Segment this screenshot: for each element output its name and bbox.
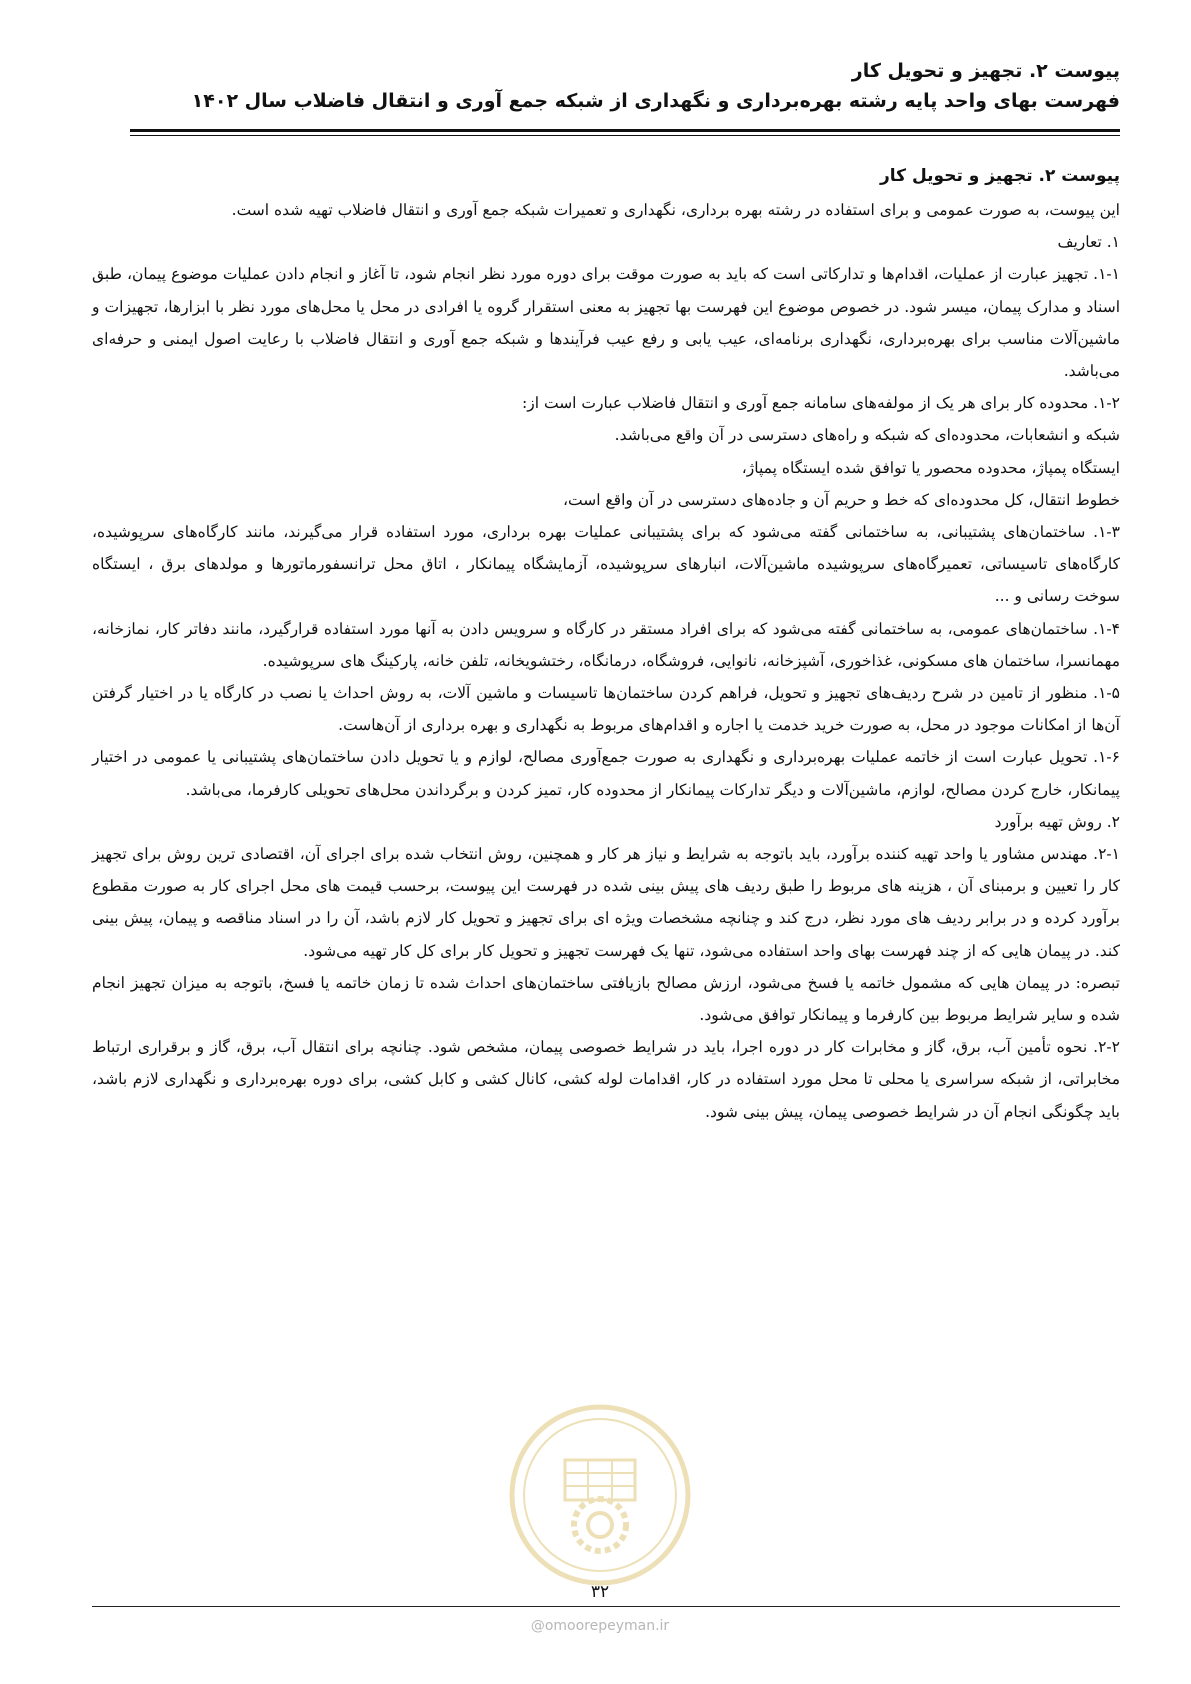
paragraph-2-1: ۲-۱. مهندس مشاور یا واحد تهیه کننده برآورد، باید باتوجه به شرایط و نیاز هر کار و همچنین، روش انتخاب شده برای اجرای آن، اقتصادی ترین روش برای تجهیز کار را تعیین و برمبنای آن ، هزینه های مربوط را طبق ردیف های پیش بینی شده در فهرست این پیوست، برحسب قیمت های محل اجرای کار به صورت مقطوع برآورد کرده و در برابر ردیف های مورد نظر، درج کند و چنانچه مشخصات ویژه ای برای تجهیز و تحویل کار لازم باشد، آن را در اسناد مناقصه و پیمان، پیش بینی کند. در پیمان هایی که از چند فهرست بهای واحد استفاده می‌شود، تنها یک فهرست تجهیز و تحویل کار برای کل کار تهیه می‌شود.	[92, 845, 1120, 960]
paragraph-1-6: ۱-۶. تحویل عبارت است از خاتمه عملیات بهره‌برداری و نگهداری به صورت جمع‌آوری مصالح، لوازم و یا تحویل دادن ساختمان‌های پشتیبانی یا عمومی در اختیار پیمانکار، خارج کردن مصالح، لوازم، ماشین‌آلات و دیگر تدارکات پیمانکار از محدوده کار، تمیز کردن و برگرداندن محل‌های تحویلی کارفرما، می‌باشد.	[92, 748, 1120, 799]
definitions-heading: ۱. تعاریف	[1057, 233, 1120, 252]
note-paragraph: تبصره: در پیمان هایی که مشمول خاتمه یا فسخ می‌شود، ارزش مصالح بازیافتی ساختمان‌های احداث شده تا زمان خاتمه یا فسخ، باتوجه به میزان تجهیز انجام شده و سایر شرایط مربوط بین کارفرما و پیمانکار توافق می‌شود.	[92, 973, 1120, 1025]
paragraph-1-5: ۱-۵. منظور از تامین در شرح ردیف‌های تجهیز و تحویل، فراهم کردن ساختمان‌ها تاسیسات و ماشین آلات، به روش احداث یا نصب در کارگاه یا در اختیار گرفتن آن‌ها از امکانات موجود در محل، به صورت خرید خدمت یا اجاره و اقدام‌های مربوط به نگهداری و بهره برداری از آن‌هاست.	[92, 684, 1120, 735]
footer-divider	[92, 1606, 1120, 1607]
paragraph-1-2-pump-station: ایستگاه پمپاژ، محدوده محصور یا توافق شده ایستگاه پمپاژ،	[741, 458, 1120, 477]
main-content	[92, 158, 1120, 1128]
section-title: پیوست ۲. تجهیز و تحویل کار	[880, 166, 1120, 186]
intro-paragraph: این پیوست، به صورت عمومی و برای استفاده در رشته بهره برداری، نگهداری و تعمیرات شبکه جمع آوری و انتقال فاضلاب تهیه شده است.	[231, 201, 1120, 219]
header-divider-thick	[130, 129, 1120, 132]
estimation-method-heading: ۲. روش تهیه برآورد	[994, 812, 1120, 831]
header-document-title: فهرست بهای واحد پایه رشته بهره‌برداری و نگهداری از شبکه جمع آوری و انتقال فاضلاب سال ۱۴۰۲	[191, 90, 1120, 112]
header-appendix-title: پیوست ۲. تجهیز و تحویل کار	[851, 60, 1120, 82]
paragraph-1-3: ۱-۳. ساختمان‌های پشتیبانی، به ساختمانی گفته می‌شود که برای پشتیبانی عملیات بهره برداری، مورد استفاده قرار می‌گیرند، مانند کارگاه‌های سرپوشیده، کارگاه‌های تاسیساتی، تعمیرگاه‌های سرپوشیده ماشین‌آلات، انبارهای سرپوشیده، آزمایشگاه پیمانکار ، اتاق محل ترانسفورماتورها و مولدهای برق ، ایستگاه سوخت رسانی و ...	[92, 523, 1120, 606]
watermark-logo-icon	[505, 1400, 695, 1590]
page-number: ۳۲	[590, 1582, 610, 1602]
paragraph-2-2: ۲-۲. نحوه تأمین آب، برق، گاز و مخابرات کار در دوره اجرا، باید در شرایط خصوصی پیمان، مشخص شود. چنانچه برای انتقال آب، برق، گاز و برقراری ارتباط مخابراتی، از شبکه سراسری یا محلی تا محل مورد استفاده در کار، اقدامات لوله کشی، کانال کشی و کابل کشی، برای دوره بهره‌برداری و نگهداری لازم باشد، باید چگونگی انجام آن در شرایط خصوصی پیمان، پیش بینی شود.	[92, 1038, 1120, 1121]
watermark-url: @omoorepeyman.ir	[530, 1618, 670, 1634]
paragraph-1-4: ۱-۴. ساختمان‌های عمومی، به ساختمانی گفته می‌شود که برای افراد مستقر در کارگاه و سرویس دادن به آنها مورد استفاده قرارگیرد، مانند دفاتر کار، نمازخانه، مهمانسرا، ساختمان های مسکونی، غذاخوری، آشپزخانه، نانوایی، فروشگاه، درمانگاه، رختشویخانه، تلفن خانه، پارکینگ های سرپوشیده.	[92, 619, 1120, 670]
header-divider-thin	[130, 135, 1120, 136]
page-header	[130, 56, 1120, 116]
paragraph-1-1: ۱-۱. تجهیز عبارت از عملیات، اقدام‌ها و تدارکاتی است که باید به صورت موقت برای دوره مورد نظر انجام شود، تا آغاز و انجام دادن عملیات موضوع پیمان، طبق اسناد و مدارک پیمان، میسر شود. در خصوص موضوع این فهرست بها تجهیز به معنی استقرار گروه یا افرادی در محل یا محل‌های مورد نظر با ابزارها، تجهیزات و ماشین‌آلات مناسب برای بهره‌برداری، نگهداری برنامه‌ای، عیب یابی و رفع عیب فرآیندها و شبکه جمع آوری و انتقال فاضلاب با رعایت اصول ایمنی و حرفه‌ای می‌باشد.	[92, 265, 1120, 381]
paragraph-1-2-network: شبکه و انشعابات، محدوده‌ای که شبکه و راه‌های دسترسی در آن واقع می‌باشد.	[614, 426, 1120, 445]
paragraph-1-2-transmission-lines: خطوط انتقال، کل محدوده‌ای که خط و حریم آن و جاده‌های دسترسی در آن واقع است،	[562, 490, 1120, 509]
paragraph-1-2: ۱-۲. محدوده کار برای هر یک از مولفه‌های سامانه جمع آوری و انتقال فاضلاب عبارت است از:	[522, 394, 1120, 413]
